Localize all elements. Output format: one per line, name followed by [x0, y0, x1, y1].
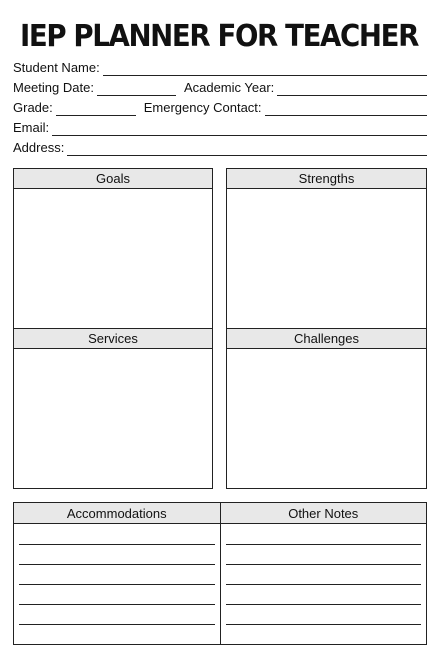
- grade-label: Grade:: [13, 100, 53, 115]
- grade-row: [13, 98, 427, 116]
- email-label: Email:: [13, 120, 50, 135]
- strengths-header: Strengths: [227, 169, 426, 189]
- academic-year-label: Academic Year:: [183, 80, 275, 95]
- challenges-box[interactable]: [226, 328, 427, 489]
- emergency-contact-label: Emergency Contact:: [143, 100, 262, 115]
- student-name-label: Student Name:: [13, 60, 100, 75]
- notes-table: [13, 502, 427, 645]
- accommodations-line[interactable]: [19, 604, 215, 605]
- other-notes-line[interactable]: [226, 624, 422, 625]
- meeting-date-line[interactable]: [97, 82, 176, 96]
- challenges-header: Challenges: [227, 329, 426, 349]
- other-notes-column: [220, 503, 427, 644]
- academic-year-line[interactable]: [277, 82, 427, 96]
- address-label: Address:: [13, 140, 65, 155]
- page-title: IEP PLANNER FOR TEACHER: [19, 19, 418, 54]
- student-name-line[interactable]: [103, 62, 427, 76]
- address-line[interactable]: [67, 142, 427, 156]
- accommodations-column: [14, 503, 220, 644]
- address-row: [13, 138, 427, 156]
- accommodations-line[interactable]: [19, 564, 215, 565]
- other-notes-line[interactable]: [226, 584, 422, 585]
- grade-line[interactable]: [56, 102, 136, 116]
- other-notes-line[interactable]: [226, 564, 422, 565]
- accommodations-line[interactable]: [19, 624, 215, 625]
- meeting-date-row: [13, 78, 427, 96]
- services-header: Services: [14, 329, 212, 349]
- other-notes-line[interactable]: [226, 544, 422, 545]
- email-row: [13, 118, 427, 136]
- email-line[interactable]: [52, 122, 427, 136]
- strengths-box[interactable]: [226, 168, 427, 329]
- other-notes-header: Other Notes: [221, 503, 427, 524]
- services-box[interactable]: [13, 328, 213, 489]
- accommodations-header: Accommodations: [14, 503, 220, 524]
- goals-box[interactable]: [13, 168, 213, 329]
- accommodations-line[interactable]: [19, 544, 215, 545]
- student-name-row: [13, 58, 427, 76]
- emergency-contact-line[interactable]: [265, 102, 427, 116]
- other-notes-line[interactable]: [226, 604, 422, 605]
- accommodations-line[interactable]: [19, 584, 215, 585]
- goals-header: Goals: [14, 169, 212, 189]
- meeting-date-label: Meeting Date:: [13, 80, 94, 95]
